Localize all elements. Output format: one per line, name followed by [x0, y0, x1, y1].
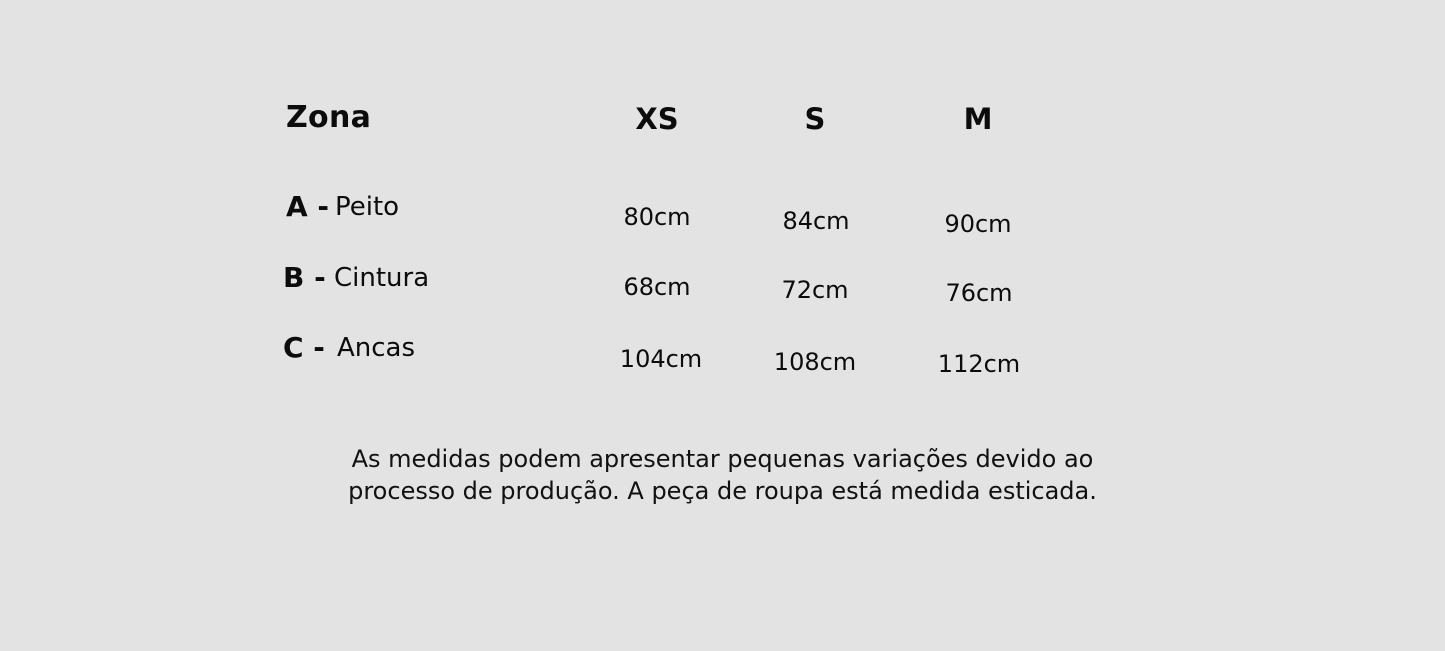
cell-cintura-m: 76cm [945, 279, 1013, 307]
cell-peito-xs: 80cm [623, 203, 691, 231]
row-key-c: C - [283, 331, 325, 364]
cell-ancas-m: 112cm [937, 350, 1021, 378]
column-header-zone: Zona [286, 100, 372, 135]
column-header-size-m: M [963, 102, 993, 136]
cell-ancas-s: 108cm [773, 348, 857, 376]
column-header-size-s: S [804, 102, 826, 136]
row-label-peito: Peito [335, 192, 400, 222]
table-row [0, 331, 1445, 401]
table-row [0, 190, 1445, 260]
cell-ancas-xs: 104cm [619, 345, 703, 373]
cell-peito-m: 90cm [944, 210, 1012, 238]
table-header-row [0, 100, 1445, 156]
measurement-disclaimer: As medidas podem apresentar pequenas variações devido ao processo de produção. A peça de roupa está medida esticada. [348, 445, 1097, 505]
row-label-cintura: Cintura [334, 263, 430, 293]
column-header-size-xs: XS [635, 102, 679, 136]
table-row [0, 261, 1445, 331]
cell-cintura-s: 72cm [781, 276, 849, 304]
row-key-b: B - [283, 261, 326, 294]
row-label-ancas: Ancas [337, 333, 416, 363]
cell-peito-s: 84cm [782, 207, 850, 235]
cell-cintura-xs: 68cm [623, 273, 691, 301]
row-key-a: A - [286, 190, 330, 223]
